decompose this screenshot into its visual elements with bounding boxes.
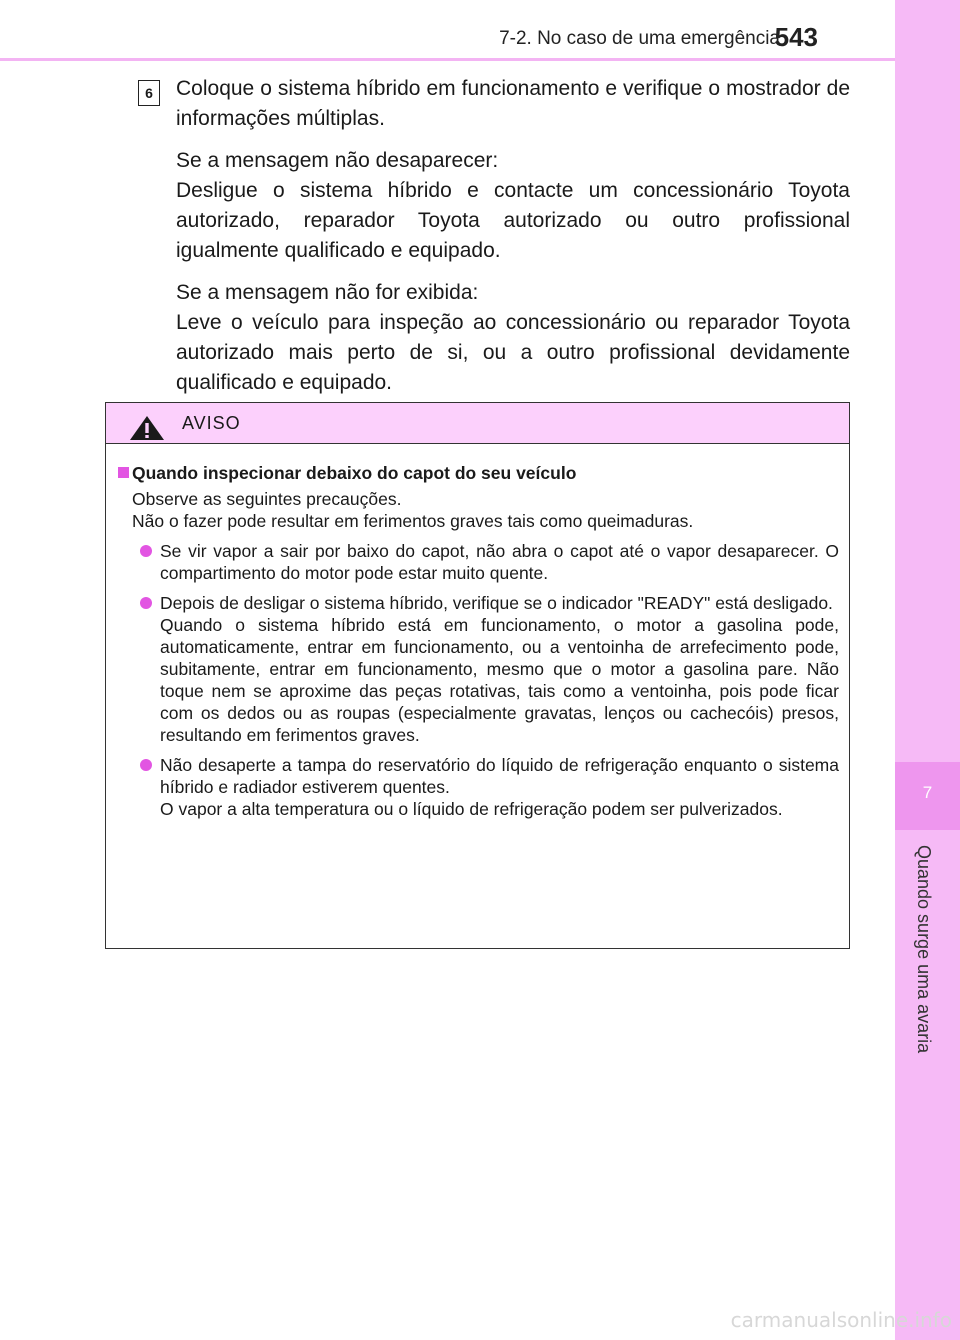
warning-title: AVISO: [182, 413, 241, 433]
list-item: [118, 592, 839, 746]
warning-heading-text: Quando inspecionar debaixo do capot do seu veículo: [132, 463, 577, 483]
page-header: [0, 0, 895, 62]
warning-heading: [118, 462, 839, 484]
warning-list: [118, 540, 839, 820]
list-item-text: Se vir vapor a sair por baixo do capot, não abra o capot até o vapor desaparecer. O compartimento do motor pode estar muito quente.: [160, 541, 839, 583]
warning-box: [105, 402, 850, 949]
step-paragraph: Se a mensagem não for exibida: Leve o veículo para inspeção ao concessionário ou reparador Toyota autorizado mais perto de si, ou a outro profissional devidamente qualificado e equipado.: [176, 281, 850, 394]
circle-bullet-icon: [140, 759, 152, 771]
step-6: [138, 74, 850, 410]
warning-body: [106, 444, 849, 820]
header-rule: [0, 58, 895, 61]
step-paragraph: Se a mensagem não desaparecer: Desligue o sistema híbrido e contacte um concessionário Toyota autorizado, reparador Toyota autorizado ou outro profissional igualmente qualificado e equipado.: [176, 149, 850, 262]
chapter-side-tab: [895, 0, 960, 1340]
list-item: [118, 540, 839, 584]
section-title: 7-2. No caso de uma emergência: [499, 28, 780, 49]
circle-bullet-icon: [140, 545, 152, 557]
step-body: [176, 74, 850, 398]
step-paragraph: Coloque o sistema híbrido em funcionamento e verifique o mostrador de informações múltiplas.: [176, 77, 850, 130]
warning-triangle-icon: [129, 415, 165, 446]
list-item-text: Depois de desligar o sistema híbrido, verifique se o indicador "READY" está desligado. Quando o sistema híbrido está em funcionamento, o motor a gasolina pode, automaticamente, entrar em funcionamento, ou a ventoinha de arrefecimento pode, subitamente, entrar em funcionamento, mesmo que o motor a gasolina pare. Não toque nem se aproxime das peças rotativas, tais como a ventoinha, pois pode ficar com os dedos ou as roupas (especialmente gravatas, lenços ou cachecóis) presos, resultando em ferimentos graves.: [160, 593, 839, 745]
square-bullet-icon: [118, 467, 129, 478]
chapter-title: Quando surge uma avaria: [914, 845, 934, 1054]
chapter-number: 7: [922, 783, 933, 802]
watermark: carmanualsonline.info: [730, 1308, 952, 1332]
warning-header: [106, 403, 849, 444]
step-number-badge: 6: [138, 80, 160, 106]
circle-bullet-icon: [140, 597, 152, 609]
list-item-text: Não desaperte a tampa do reservatório do líquido de refrigeração enquanto o sistema híbrido e radiador estiverem quentes. O vapor a alta temperatura ou o líquido de refrigeração podem ser pulverizados.: [160, 755, 839, 819]
warning-intro: Observe as seguintes precauções. Não o fazer pode resultar em ferimentos graves tais como queimaduras.: [132, 489, 694, 531]
list-item: [118, 754, 839, 820]
page-number: 543: [774, 22, 818, 52]
